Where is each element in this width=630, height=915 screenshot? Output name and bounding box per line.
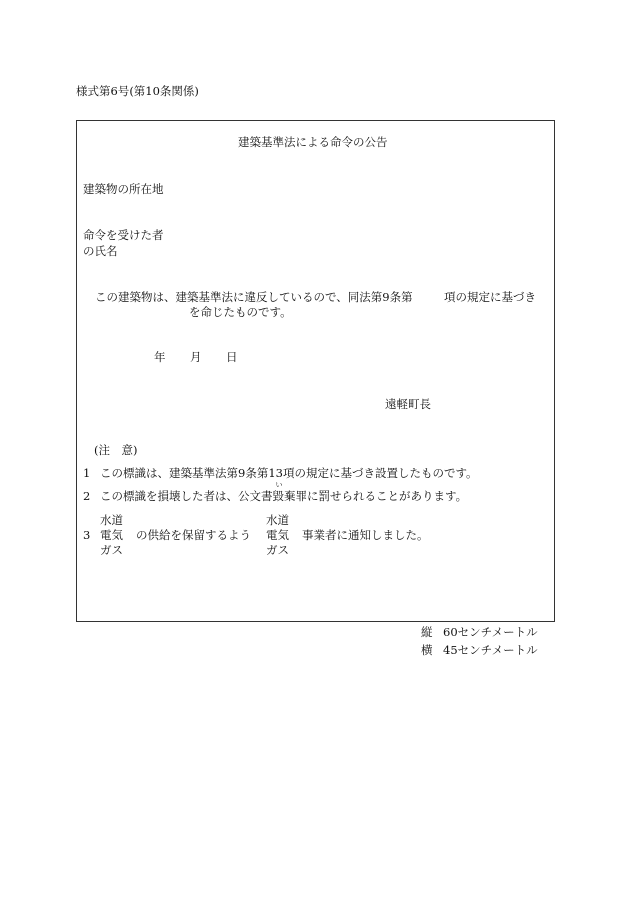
recipient-label-line2: の氏名	[83, 244, 118, 258]
notes-heading: (注 意)	[94, 443, 138, 457]
order-body-line1a: この建築物は、建築基準法に違反しているので、同法第9条第	[95, 290, 413, 304]
note-2-text-a: この標識を損壊した者は、公文書	[100, 489, 273, 503]
order-body-line1b: 項の規定に基づき	[444, 290, 536, 304]
note-2-kanji: 毀	[272, 489, 284, 503]
note-3-util2-gas: ガス	[266, 543, 289, 557]
recipient-label-line1: 命令を受けた者	[83, 228, 164, 242]
note-2-text-b: 棄罪に罰せられることがあります。	[284, 489, 468, 503]
form-number-label: 様式第6号(第10条関係)	[76, 84, 199, 98]
note-1-number: 1	[83, 466, 91, 480]
order-body-line2: を命じたものです。	[189, 305, 292, 319]
width-label: 横	[421, 643, 433, 657]
note-2-number: 2	[83, 489, 91, 503]
date-month: 月	[190, 350, 202, 364]
height-value: 60センチメートル	[443, 625, 538, 639]
issuer-name: 遠軽町長	[385, 397, 431, 411]
note-3-util-gas: ガス	[100, 543, 123, 557]
width-value: 45センチメートル	[443, 643, 538, 657]
note-3-util2-water: 水道	[266, 513, 289, 527]
note-1-text: この標識は、建築基準法第9条第13項の規定に基づき設置したものです。	[100, 466, 478, 480]
note-2-text	[100, 481, 468, 503]
height-label: 縦	[421, 625, 433, 639]
note-3-util2-electric: 電気	[266, 528, 289, 542]
note-3-util-water: 水道	[100, 513, 123, 527]
note-3-text-b: 事業者に通知しました。	[302, 528, 429, 542]
note-3-text-a: の供給を保留するよう	[136, 528, 251, 542]
date-year: 年	[154, 350, 166, 364]
date-day: 日	[226, 350, 238, 364]
notice-title: 建築基準法による命令の公告	[238, 135, 388, 149]
note-3-number: 3	[83, 528, 91, 542]
note-2-ruby-kanji	[272, 481, 285, 503]
note-3-util-electric: 電気	[100, 528, 123, 542]
building-location-label: 建築物の所在地	[83, 182, 164, 196]
note-2-ruby: い	[275, 481, 283, 489]
